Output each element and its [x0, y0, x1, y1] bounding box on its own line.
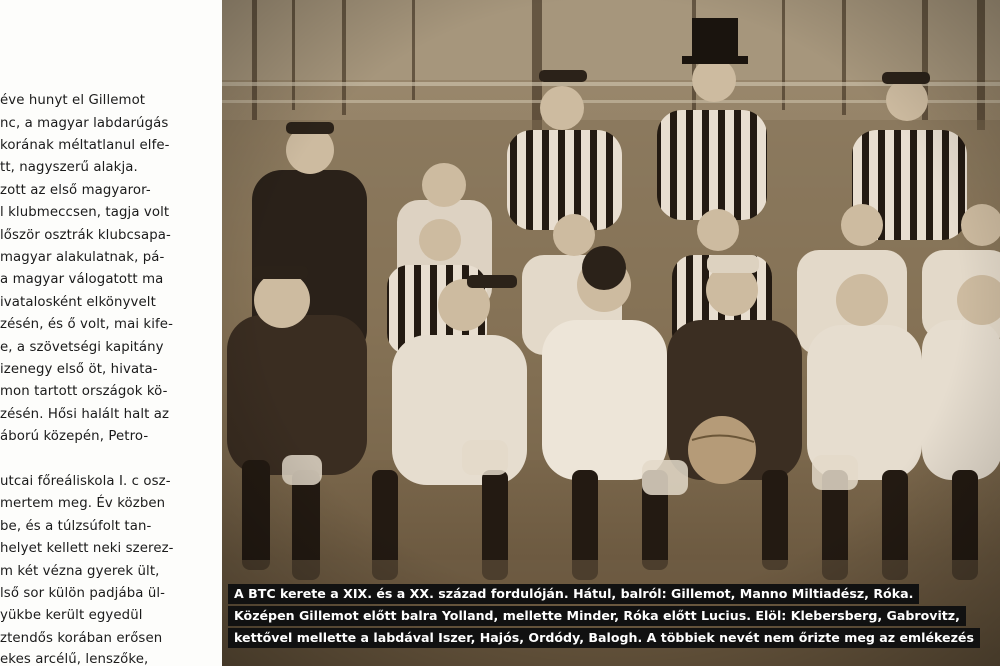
article-line: korának méltatlanul elfe- [0, 138, 170, 153]
article-line: éve hunyt el Gillemot [0, 93, 146, 108]
article-line: a magyar válogatott ma [0, 272, 164, 287]
caption-line: A BTC kerete a XIX. és a XX. század fordulóján. Hátul, balról: Gillemot, Manno Miltiadész, Róka. [228, 584, 919, 604]
article-line: lső sor külön padjába ül- [0, 586, 166, 601]
article-line: yükbe került egyedül [0, 608, 143, 623]
article-line: izenegy első öt, hivata- [0, 362, 158, 377]
article-line: zésén, és ő volt, mai kife- [0, 317, 173, 332]
article-line: áború közepén, Petro- [0, 429, 149, 444]
article-line: mertem meg. Év közben [0, 496, 166, 511]
article-line: ekes arcélű, lenszőke, [0, 652, 149, 666]
article-line: mon tartott országok kö- [0, 384, 168, 399]
caption-line: kettővel mellette a labdával Iszer, Hajós, Ordódy, Balogh. A többiek nevét nem őrizte meg az emlékezés [228, 628, 980, 648]
team-photo [222, 0, 1000, 666]
article-line: lőször osztrák klubcsapa- [0, 228, 171, 243]
article-line: utcai főreáliskola I. c osz- [0, 474, 171, 489]
article-line: ztendős korában erősen [0, 631, 163, 646]
article-line: e, a szövetségi kapitány [0, 340, 164, 355]
article-line: magyar alakulatnak, pá- [0, 250, 165, 265]
caption-line: Középen Gillemot előtt balra Yolland, mellette Minder, Róka előtt Lucius. Elöl: Klebersberg, Gabrovitz, [228, 606, 966, 626]
article-text-column [0, 0, 222, 666]
team-photo-illustration [222, 0, 1000, 666]
photo-caption [228, 583, 988, 649]
article-line: m két vézna gyerek ült, [0, 564, 160, 579]
article-line: helyet kellett neki szerez- [0, 541, 174, 556]
article-line: zésén. Hősi halált halt az [0, 407, 170, 422]
article-line: be, és a túlzsúfolt tan- [0, 519, 152, 534]
article-line: nc, a magyar labdarúgás [0, 116, 169, 131]
article-line: zott az első magyaror- [0, 183, 151, 198]
article-line: ivatalosként elkönyvelt [0, 295, 156, 310]
article-line: l klubmeccsen, tagja volt [0, 205, 170, 220]
article-line: tt, nagyszerű alakja. [0, 160, 138, 175]
